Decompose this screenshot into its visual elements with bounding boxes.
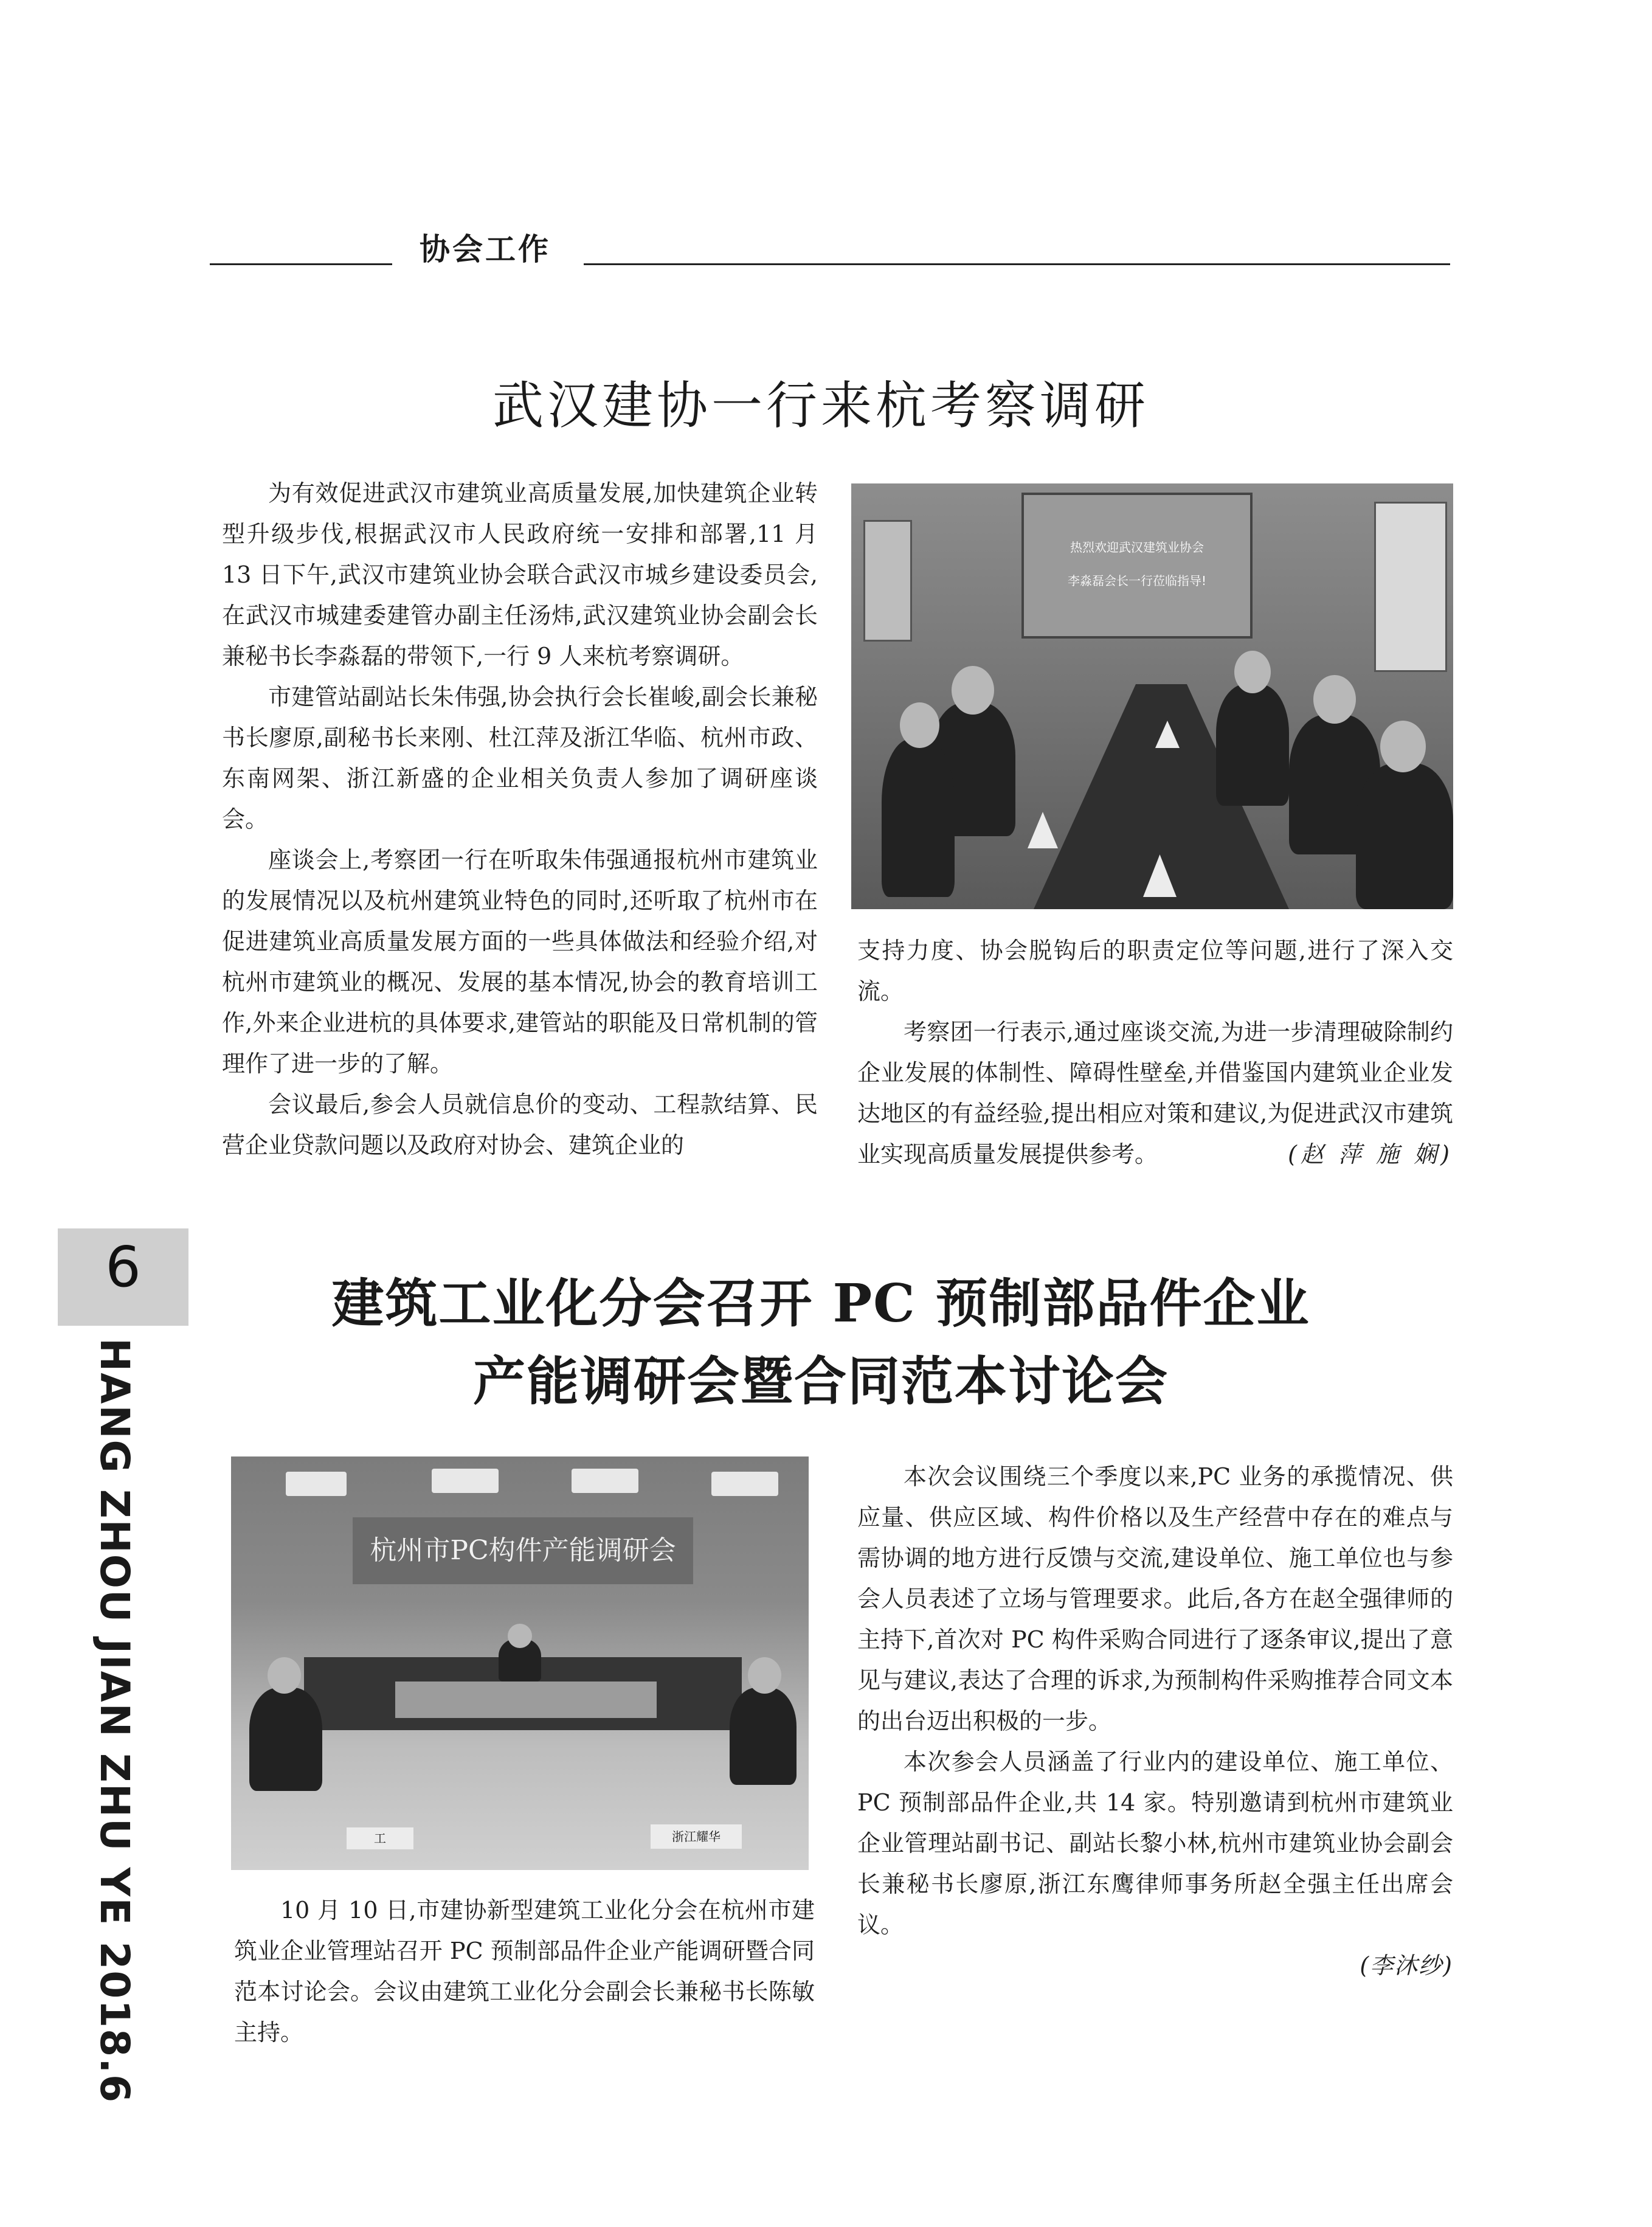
article1-paragraph: 市建管站副站长朱伟强,协会执行会长崔峻,副会长兼秘书长廖原,副秘书长来刚、杜江萍及浙江华临、杭州市政、东南网架、浙江新盛的企业相关负责人参加了调研座谈会。: [222, 684, 818, 833]
name-placard-right: [651, 1824, 742, 1849]
placard-text: 浙江耀华: [672, 1829, 721, 1844]
article1-byline: (赵 萍 施 娴): [1288, 1141, 1453, 1168]
meeting-banner: [353, 1517, 693, 1584]
name-placard: [1028, 812, 1058, 848]
header-rule-left: [210, 263, 392, 265]
article1-right-column: [857, 930, 1453, 1175]
attendee: [1356, 763, 1453, 909]
projection-screen: [1021, 493, 1253, 639]
placard-text: 工: [374, 1831, 386, 1846]
attendee: [249, 1688, 322, 1791]
banner-text: 杭州市PC构件产能调研会: [370, 1535, 676, 1566]
attendee-head: [748, 1657, 781, 1694]
article1-paragraph: 会议最后,参会人员就信息价的变动、工程款结算、民营企业贷款问题以及政府对协会、建筑企业的: [222, 1091, 818, 1159]
article2-right-column: [857, 1456, 1453, 1986]
article1-paragraph: 座谈会上,考察团一行在听取朱伟强通报杭州市建筑业的发展情况以及杭州建筑业特色的同时,还听取了杭州市在促进建筑业高质量发展方面的一些具体做法和经验介绍,对杭州市建筑业的概况、发展的基本情况,协会的教育培训工作,外来企业进杭的具体要求,建管站的职能及日常机制的管理作了进一步的了解。: [222, 847, 818, 1077]
attendee-head: [1313, 675, 1356, 724]
attendee-head: [508, 1624, 532, 1648]
attendee-head: [1380, 721, 1426, 772]
ceiling-light: [286, 1472, 347, 1496]
section-label: 协会工作: [420, 232, 551, 267]
journal-name-vertical: HANG ZHOU JIAN ZHU YE 2018.6: [91, 1338, 138, 2104]
article2-title-line1: 建筑工业化分会召开 PC 预制部品件企业: [331, 1273, 1310, 1334]
screen-text-line1: 热烈欢迎武汉建筑业协会: [1070, 540, 1204, 555]
meeting-photo-2: [231, 1456, 809, 1870]
article1-paragraph: 支持力度、协会脱钩后的职责定位等问题,进行了深入交流。: [857, 937, 1453, 1005]
article2-paragraph: 本次会议围绕三个季度以来,PC 业务的承揽情况、供应量、供应区域、构件价格以及生产经营中存在的难点与需协调的地方进行反馈与交流,建设单位、施工单位也与参会人员表述了立场与管理要求。此后,各方在赵全强律师的主持下,首次对 PC 构件采购合同进行了逐条审议,提出了意见与建议,表达了合理的诉求,为预制构件采购推荐合同文本的出台迈出积极的一步。: [857, 1463, 1453, 1734]
header-rule-right: [584, 263, 1450, 265]
article2-title-line2: 产能调研会暨合同范本讨论会: [473, 1351, 1169, 1412]
attendee-head: [900, 702, 939, 748]
meeting-photo-1: [851, 483, 1453, 909]
article2-title: [182, 1265, 1459, 1421]
ceiling-light: [711, 1472, 778, 1496]
article2-paragraph: 10 月 10 日,市建协新型建筑工业化分会在杭州市建筑业企业管理站召开 PC 预制部品件企业产能调研暨合同范本讨论会。会议由建筑工业化分会副会长兼秘书长陈敏主持。: [234, 1897, 815, 2046]
name-placard-left: [347, 1827, 413, 1849]
article2-left-column: [234, 1890, 815, 2053]
attendee-head: [268, 1657, 301, 1694]
article2-byline: (李沐纱): [1360, 1952, 1453, 1979]
attendee: [730, 1688, 797, 1785]
ceiling-light: [572, 1469, 638, 1493]
article1-title: 武汉建协一行来杭考察调研: [492, 376, 1149, 435]
article1-left-column: [222, 473, 818, 1166]
ceiling-light: [432, 1469, 499, 1493]
photo-window: [1374, 502, 1447, 672]
attendee-head: [952, 666, 994, 715]
article1-paragraph: 为有效促进武汉市建筑业高质量发展,加快建筑企业转型升级步伐,根据武汉市人民政府统一安排和部署,11 月 13 日下午,武汉市建筑业协会联合武汉市城乡建设委员会,在武汉市城建委建管办副主任汤炜,武汉建筑业协会副会长兼秘书长李淼磊的带领下,一行 9 人来杭考察调研。: [222, 480, 818, 670]
page-number: 6: [105, 1235, 141, 1300]
attendee: [1216, 684, 1289, 806]
article2-paragraph: 本次参会人员涵盖了行业内的建设单位、施工单位、PC 预制部品件企业,共 14 家。特别邀请到杭州市建筑业企业管理站副书记、副站长黎小林,杭州市建筑业协会副会长兼秘书长廖原,浙江东鹰律师事务所赵全强主任出席会议。: [857, 1748, 1453, 1938]
screen-text-line2: 李淼磊会长一行莅临指导!: [1067, 573, 1207, 588]
article1-paragraph: 考察团一行表示,通过座谈交流,为进一步清理破除制约企业发展的体制性、障碍性壁垒,并借鉴国内建筑业企业发达地区的有益经验,提出相应对策和建议,为促进武汉市建筑业实现高质量发展提供参考。: [857, 1019, 1453, 1168]
attendee-head: [1234, 651, 1271, 693]
photo-window: [863, 520, 912, 642]
conference-table-inner: [395, 1682, 657, 1718]
attendee: [882, 739, 955, 897]
